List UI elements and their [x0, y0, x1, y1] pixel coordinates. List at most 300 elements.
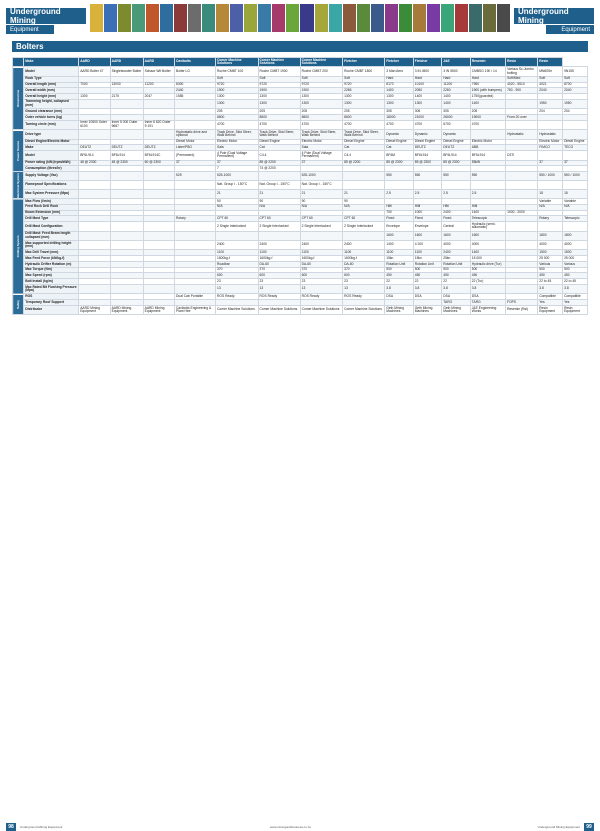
table-cell: 13 [258, 285, 300, 294]
table-cell: Inner 10500 Outer 6100 [79, 120, 110, 129]
color-stripe [216, 4, 229, 32]
table-cell: 3 Man Aero [385, 67, 414, 76]
table-cell [143, 222, 174, 231]
table-cell: 8600 [300, 115, 343, 121]
row-label: Drill Mast: Feed Beam length collapsed (mm) [24, 231, 79, 240]
color-stripe [371, 4, 384, 32]
row-label: Max Torque (Nm) [24, 267, 79, 273]
table-cell: AARD Mining Equipment [79, 305, 110, 314]
table-cell: 1400 [470, 250, 505, 256]
color-stripe [146, 4, 159, 32]
table-cell: 26000 [442, 115, 471, 121]
row-label: Outer vehicle turns (kg) [24, 115, 79, 121]
table-cell: 1400 [470, 99, 505, 108]
table-cell: 1800 [538, 231, 563, 240]
table-cell [79, 181, 110, 190]
table-cell: 2400 [216, 240, 259, 249]
table-cell: 74 @ 2200 [258, 166, 300, 172]
table-cell: DEUTZ [79, 145, 110, 151]
table-cell: Hilti [413, 204, 442, 210]
table-cell: 37 [175, 160, 216, 166]
column-header: Comer Machine Solutions [216, 58, 259, 67]
table-cell: Roche CMBT 200 [300, 67, 343, 76]
table-cell: 1100 [216, 250, 259, 256]
color-stripe [357, 4, 370, 32]
table-row [13, 99, 588, 108]
table-cell: 450 [385, 273, 414, 279]
row-label: Max System Pressure (Mpa) [24, 190, 79, 199]
section-tab-left: Underground Mining [6, 8, 86, 24]
color-stripe [202, 4, 215, 32]
row-label: Overall length (mm) [24, 82, 79, 88]
table-cell [470, 130, 505, 139]
table-cell: Comer Machine Solutions [216, 305, 259, 314]
row-label: Diesel Engine/Electric Motor [24, 139, 79, 145]
table-cell: 2.5 [413, 190, 442, 199]
table-cell: Hard [442, 76, 471, 82]
table-cell: ABB [470, 145, 505, 151]
table-cell: 2265 [343, 88, 385, 94]
row-label: ROS [24, 294, 79, 300]
specs-table [12, 57, 588, 315]
table-cell: 1600 [442, 231, 471, 240]
table-cell: 7 [216, 166, 259, 172]
row-label: Max Flow (l/min) [24, 199, 79, 205]
table-cell: TARG [470, 300, 505, 306]
table-cell: FOPS [506, 300, 538, 306]
table-cell: 450 [413, 273, 442, 279]
table-cell: Rotary [175, 216, 216, 222]
table-cell: 2 Single Interlocked [258, 222, 300, 231]
table-row [13, 67, 588, 76]
table-cell: 1500 [538, 250, 563, 256]
table-cell [175, 190, 216, 199]
table-row [13, 181, 588, 190]
table-cell: J&E Engineering Works [470, 305, 505, 314]
table-cell: 4700 [413, 120, 442, 129]
table-row [13, 222, 588, 231]
table-cell: 8600 [343, 115, 385, 121]
table-cell: 525-1000 [216, 172, 259, 181]
table-cell: CMBSG 190 / 14 [470, 67, 505, 76]
header-make: Make [24, 58, 79, 67]
table-cell [79, 190, 110, 199]
table-cell: Diesel Engine [563, 139, 588, 145]
table-cell [143, 181, 174, 190]
table-cell [413, 181, 442, 190]
table-cell [506, 99, 538, 108]
table-cell [563, 151, 588, 160]
color-stripe [174, 4, 187, 32]
table-cell: Resin Equipment [538, 305, 563, 314]
table-cell: 1300 [343, 99, 385, 108]
table-cell: Variable [563, 199, 588, 205]
table-cell: 2047 [143, 94, 174, 100]
section-tab-right: Underground Mining [514, 8, 594, 24]
table-cell: Diesel Engine [385, 139, 414, 145]
color-stripe [118, 4, 131, 32]
top-band [0, 0, 600, 33]
table-cell: Diesel Motor [175, 139, 216, 145]
table-cell [506, 190, 538, 199]
table-cell [563, 181, 588, 190]
table-cell: 22 (Tur) [470, 279, 505, 285]
table-cell: 2400 [442, 250, 471, 256]
table-cell: CPT 60 [216, 216, 259, 222]
section-subtab-right: Equipment [546, 25, 594, 34]
table-cell: ROS Ready [300, 294, 343, 300]
table-cell: N/A [258, 204, 300, 210]
row-label: Boom Extension (mm) [24, 210, 79, 216]
table-cell: 2.5 [442, 190, 471, 199]
table-cell: Soft [300, 76, 343, 82]
table-header-row [13, 58, 588, 67]
table-cell: 1100 [413, 250, 442, 256]
table-cell: Cat [258, 145, 300, 151]
table-cell [538, 181, 563, 190]
table-cell: 1300 [300, 99, 343, 108]
table-cell: Bolter LG [175, 67, 216, 76]
row-label: Model [24, 151, 79, 160]
table-cell: Rotation Unit [442, 261, 471, 267]
row-label: Ground clearance (mm) [24, 109, 79, 115]
table-cell: 15 000 [470, 256, 505, 262]
table-cell [300, 231, 343, 240]
table-cell: DSA [413, 294, 442, 300]
table-cell: 4 Pole (Dual Voltage Permanent) [300, 151, 343, 160]
column-header: Comer Machine Solutions [258, 58, 300, 67]
table-cell: BF6L914 [442, 151, 471, 160]
table-cell: DSA [385, 294, 414, 300]
table-cell: 500 [470, 267, 505, 273]
column-header: Resin [538, 58, 563, 67]
column-header: Cavibolts [175, 58, 216, 67]
section-subtab-left: Equipment [6, 25, 54, 34]
table-cell: 8600 [258, 115, 300, 121]
table-cell [470, 181, 505, 190]
table-cell: BF6M [385, 151, 414, 160]
table-cell: N/A [563, 204, 588, 210]
table-cell: 90 [216, 199, 259, 205]
table-cell: Electric Motor [470, 139, 505, 145]
table-cell: 1600kg-f [216, 256, 259, 262]
table-cell: ROS Ready [343, 294, 385, 300]
table-cell: 4020 - 5510 [506, 82, 538, 88]
table-cell [143, 231, 174, 240]
table-cell: Track Drive, Skid Steer, Walk Behind [300, 130, 343, 139]
table-cell: 1900 [300, 88, 343, 94]
table-cell: 21 [258, 190, 300, 199]
table-cell: 22 to 45 [563, 279, 588, 285]
table-cell: 9720 [216, 82, 259, 88]
column-header: J&E [442, 58, 471, 67]
table-cell: Central [442, 222, 471, 231]
table-cell: Fixed [413, 216, 442, 222]
table-cell: Inner 5 000 Outer 9687 [110, 120, 143, 129]
table-cell: 205 [258, 109, 300, 115]
table-cell: 18000 [385, 115, 414, 121]
table-cell: Soft [563, 76, 588, 82]
table-cell: 23 [300, 279, 343, 285]
table-row [13, 120, 588, 129]
footer [0, 410, 600, 830]
column-header: AARD [143, 58, 174, 67]
table-cell: DEUTZ [413, 145, 442, 151]
table-cell [79, 240, 110, 249]
table-cell [79, 99, 110, 108]
table-cell: CPT 60 [300, 216, 343, 222]
table-cell: Dynamic [385, 130, 414, 139]
table-cell: 13 [300, 285, 343, 294]
table-cell: DEUTZ [442, 145, 471, 151]
table-cell: ROS Ready [216, 294, 259, 300]
table-cell: 205 [343, 109, 385, 115]
table-cell: Cat [385, 145, 414, 151]
table-cell: DA-60 [300, 261, 343, 267]
table-cell: 37 [538, 160, 563, 166]
row-label: Rock Type [24, 76, 79, 82]
table-cell: 1300 [385, 99, 414, 108]
table-cell: Dual Cab Portable [175, 294, 216, 300]
table-cell: 90 [343, 199, 385, 205]
table-cell: 3 IN 4500 [413, 67, 442, 76]
table-cell: 2040 [563, 88, 588, 94]
table-cell: 550 / 1000 [538, 172, 563, 181]
table-cell: 4 200 [413, 240, 442, 249]
table-cell [343, 172, 385, 181]
table-cell: 1400 [413, 94, 442, 100]
table-cell: 1900 (with bumpers) [470, 88, 505, 94]
table-cell [110, 172, 143, 181]
row-group-label: Dimensions [13, 67, 24, 130]
table-cell: FIMCO [538, 145, 563, 151]
table-cell: 1400 [385, 240, 414, 249]
table-cell: 1300 [79, 94, 110, 100]
table-cell: Singlebooster Bolter [110, 67, 143, 76]
row-label: Flameproof Specifications [24, 181, 79, 190]
table-cell: Roche CMBT 100 [216, 67, 259, 76]
row-label: Model [24, 67, 79, 76]
table-cell: 15 [563, 190, 588, 199]
table-cell: Diesel Engine [258, 139, 300, 145]
table-cell: 3.8 [563, 285, 588, 294]
table-cell [110, 181, 143, 190]
table-row [13, 130, 588, 139]
table-cell: Sala [300, 145, 343, 151]
table-cell: 1600 [470, 231, 505, 240]
table-cell [506, 285, 538, 294]
table-cell: 600 [300, 273, 343, 279]
table-cell: 2440 [175, 88, 216, 94]
table-cell [175, 181, 216, 190]
table-cell: AARD Bolter 47 [79, 67, 110, 76]
table-cell: 1950 [538, 99, 563, 108]
table-cell: 450 [538, 273, 563, 279]
table-cell: Compatible [538, 294, 563, 300]
table-cell: 85 @ 2300 [442, 160, 471, 166]
table-cell: 2040 [538, 88, 563, 94]
table-cell: Hilti [470, 204, 505, 210]
table-cell: 1300 [216, 99, 259, 108]
table-cell: C4.4 [343, 151, 385, 160]
table-cell: 1100 [385, 250, 414, 256]
table-cell: 25 000 [538, 256, 563, 262]
color-stripe [300, 4, 313, 32]
column-header: AARD [110, 58, 143, 67]
table-cell: 2 Single Interlocked [300, 222, 343, 231]
table-cell [506, 172, 538, 181]
table-cell: Envelope [413, 222, 442, 231]
column-header: Resemin [470, 58, 505, 67]
table-cell: DSA [442, 294, 471, 300]
row-label: Make [24, 145, 79, 151]
table-cell: N/A [300, 204, 343, 210]
table-cell: 90 [300, 199, 343, 205]
table-cell [79, 231, 110, 240]
table-cell: 8600 [216, 115, 259, 121]
table-cell: 15 [538, 190, 563, 199]
table-cell: 500 [385, 267, 414, 273]
table-cell: 370 [216, 267, 259, 273]
footer-center-text: www.miningandbusiness.co.za [270, 825, 311, 829]
table-cell [538, 151, 563, 160]
table-cell: D3TI [506, 151, 538, 160]
table-cell: Track Drive, Skid Steer, Walk Behind [258, 130, 300, 139]
table-cell: 305 [442, 109, 471, 115]
table-cell: Hydrostatic [538, 130, 563, 139]
table-body [13, 67, 588, 315]
table-cell: Geth Mining Machines [385, 305, 414, 314]
table-cell: Hilti [442, 204, 471, 210]
color-stripe [286, 4, 299, 32]
table-cell [175, 240, 216, 249]
table-cell: Electric Motor [300, 139, 343, 145]
table-cell: Dynamic [442, 130, 471, 139]
table-cell: 204 [563, 109, 588, 115]
table-cell: 19000 [470, 115, 505, 121]
table-cell: 3.8 [538, 285, 563, 294]
table-cell: 4700 [216, 120, 259, 129]
table-cell: 600 [258, 273, 300, 279]
table-cell: Nat. Group I - 150°C [216, 181, 259, 190]
table-cell: TARG [442, 300, 471, 306]
color-stripe [469, 4, 482, 32]
table-cell: Soft [258, 76, 300, 82]
table-cell: 21 [343, 190, 385, 199]
table-cell: 4000 [442, 240, 471, 249]
table-cell [506, 181, 538, 190]
table-cell [563, 222, 588, 231]
table-cell: 1100 [258, 250, 300, 256]
table-cell: CPT 60 [343, 216, 385, 222]
table-cell: 1950 [563, 99, 588, 108]
table-cell: N/A [538, 204, 563, 210]
table-cell: 2175 [110, 94, 143, 100]
table-cell: Diesel Engine [442, 139, 471, 145]
table-cell: 1600kg-f [343, 256, 385, 262]
table-cell: 4700 [385, 120, 414, 129]
table-cell: Compatible [563, 294, 588, 300]
table-cell: ROS Ready [258, 294, 300, 300]
table-cell [110, 99, 143, 108]
table-cell: Rotation Unit [413, 261, 442, 267]
color-stripe [441, 4, 454, 32]
table-cell: 9720 [343, 82, 385, 88]
table-cell: 500 [442, 267, 471, 273]
color-stripe [427, 4, 440, 32]
table-cell: 600 [216, 273, 259, 279]
color-stripes [90, 4, 510, 32]
table-cell [175, 231, 216, 240]
table-cell: 3 IN 5500 [442, 67, 471, 76]
table-cell: 1100 [300, 250, 343, 256]
table-cell [79, 172, 110, 181]
table-cell: 205 [300, 109, 343, 115]
table-cell: 4021 [538, 82, 563, 88]
row-label: Drill Mast Configuration [24, 222, 79, 231]
table-cell: 2400 [258, 240, 300, 249]
color-stripe [385, 4, 398, 32]
table-cell: C4.4 [258, 151, 300, 160]
table-cell: 1900 [216, 88, 259, 94]
table-cell: Variable [538, 199, 563, 205]
table-cell: CPT 60 [258, 216, 300, 222]
table-cell [110, 285, 143, 294]
table-cell: Telescopic [470, 216, 505, 222]
table-cell: BF6L914 [79, 151, 110, 160]
color-stripe [315, 4, 328, 32]
table-cell: 550 [470, 172, 505, 181]
table-cell [175, 222, 216, 231]
row-label: Power rating (kW@rpm/kWh) [24, 160, 79, 166]
table-cell: 8700 [563, 82, 588, 88]
table-cell [143, 190, 174, 199]
table-cell: 1400 [470, 210, 505, 216]
table-cell: 500 [413, 267, 442, 273]
table-cell: Nat. Group I - 150°C [258, 181, 300, 190]
table-cell: Fixed [385, 216, 414, 222]
table-cell: Electric Motor [538, 139, 563, 145]
table-cell: Soft [538, 76, 563, 82]
table-cell: Scissor Wit Bolter [143, 67, 174, 76]
footer-right-text: Underground Mining Equipment [537, 825, 580, 829]
table-cell [143, 172, 174, 181]
table-cell: 15kn [385, 256, 414, 262]
row-label: Max Feed Force (kN/kg-f) [24, 256, 79, 262]
row-group-label: Electrical System [13, 172, 24, 199]
table-cell: Sala [216, 145, 259, 151]
table-cell: Diesel Engine [343, 139, 385, 145]
table-cell: 1900 [258, 88, 300, 94]
footer-left-text: Underground Mining Equipment [20, 825, 63, 829]
table-cell: 37 [216, 160, 259, 166]
table-cell: 8170 [385, 82, 414, 88]
table-cell: Resemin (Rsl) [506, 305, 538, 314]
row-group-label: Power Source [13, 130, 24, 172]
row-label: Drill Mast Type [24, 216, 79, 222]
table-cell: Soft [216, 76, 259, 82]
table-cell: 550 / 1000 [563, 172, 588, 181]
table-cell: BF6L914C [143, 151, 174, 160]
table-cell: Soft [343, 76, 385, 82]
table-cell [79, 285, 110, 294]
table-cell: Rotation Unit [385, 261, 414, 267]
table-cell: 1300 [258, 94, 300, 100]
table-row [13, 240, 588, 249]
table-row [13, 285, 588, 294]
table-cell: Dynamic [413, 130, 442, 139]
table-cell: 4700 [470, 120, 505, 129]
